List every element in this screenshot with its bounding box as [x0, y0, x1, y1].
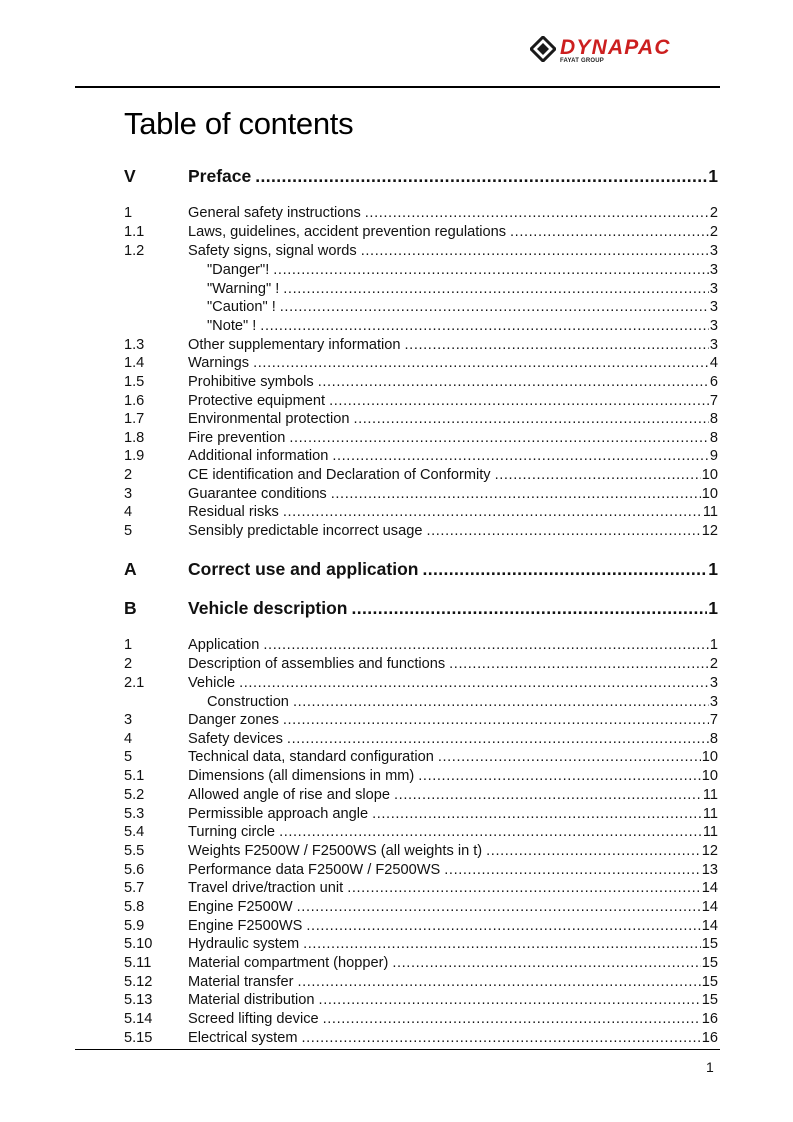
toc-entry-body — [188, 899, 718, 916]
brand-subtitle: FAYAT GROUP — [560, 58, 604, 64]
toc-entry-label: Allowed angle of rise and slope — [188, 787, 391, 803]
dot-leader — [263, 637, 708, 654]
toc-entry-body — [188, 675, 718, 692]
dot-leader — [352, 598, 708, 618]
toc-entry[interactable] — [124, 955, 718, 972]
toc-entry-page: 3 — [709, 337, 718, 353]
toc-entry-number: 1.8 — [124, 430, 145, 446]
dot-leader — [486, 843, 701, 860]
toc-entry[interactable] — [124, 899, 718, 916]
toc-entry-body — [188, 843, 718, 860]
dot-leader — [301, 1030, 700, 1047]
toc-entry-label: Correct use and application — [188, 559, 419, 579]
toc-entry[interactable] — [124, 430, 718, 447]
dot-leader — [306, 918, 700, 935]
toc-entry-label: Permissible approach angle — [188, 806, 369, 822]
toc-entry-page: 2 — [709, 205, 718, 221]
toc-entry-body — [188, 787, 718, 804]
toc-entry-label: Safety signs, signal words — [188, 243, 357, 259]
toc-entry-page: 10 — [701, 486, 718, 502]
dot-leader — [297, 899, 701, 916]
toc-entry-body — [188, 337, 718, 354]
toc-entry[interactable] — [124, 656, 718, 673]
toc-entry-label: Sensibly predictable incorrect usage — [188, 523, 423, 539]
toc-entry-page: 1 — [708, 598, 718, 618]
toc-entry[interactable] — [124, 337, 718, 354]
toc-entry[interactable] — [124, 486, 718, 503]
toc-entry[interactable] — [124, 281, 718, 298]
dot-leader — [365, 205, 709, 222]
toc-entry-number: 1 — [124, 637, 133, 653]
toc-entry-label: Residual risks — [188, 504, 279, 520]
toc-entry-number: B — [124, 598, 137, 618]
toc-entry[interactable] — [124, 205, 718, 222]
toc-entry-number: 3 — [124, 712, 133, 728]
toc-entry-body — [188, 430, 718, 447]
toc-entry[interactable] — [124, 806, 718, 823]
toc-entry-label: Weights F2500W / F2500WS (all weights in t) — [188, 843, 483, 859]
toc-entry-label: Hydraulic system — [188, 936, 300, 952]
toc-entry-page: 6 — [709, 374, 718, 390]
toc-entry-page: 3 — [709, 318, 718, 334]
toc-entry-page: 3 — [709, 694, 718, 710]
toc-entry-body — [188, 768, 718, 785]
toc-entry-body — [188, 504, 718, 521]
toc-entry-page: 10 — [701, 768, 718, 784]
toc-entry-number: 5.11 — [124, 955, 152, 971]
toc-entry[interactable] — [124, 504, 718, 521]
toc-entry-number: 1.3 — [124, 337, 145, 353]
toc-entry-label: Technical data, standard configuration — [188, 749, 434, 765]
dynapac-diamond-icon — [530, 36, 556, 62]
toc-entry-number: 5.4 — [124, 824, 145, 840]
toc-entry-page: 9 — [709, 448, 718, 464]
toc-entry-page: 1 — [709, 637, 718, 653]
dot-leader — [293, 694, 709, 711]
toc-entry-label: Material transfer — [188, 974, 294, 990]
toc-entry-body — [188, 355, 718, 372]
toc-entry-body — [188, 918, 718, 935]
dot-leader — [361, 243, 709, 260]
toc-entry-page: 16 — [701, 1030, 718, 1046]
toc-entry-body — [188, 637, 718, 654]
toc-entry-label: "Note" ! — [207, 318, 257, 334]
toc-entry-body — [188, 559, 718, 579]
toc-entry-number: 5.10 — [124, 936, 153, 952]
toc-entry-page: 1 — [708, 166, 718, 186]
dot-leader — [426, 523, 700, 540]
toc-entry-page: 16 — [701, 1011, 718, 1027]
toc-entry-body — [188, 1030, 718, 1047]
toc-entry-label: "Warning" ! — [207, 281, 280, 297]
toc-entry-body — [188, 523, 718, 540]
toc-entry-label: Additional information — [188, 448, 329, 464]
toc-entry[interactable] — [124, 936, 718, 953]
toc-entry-body — [188, 936, 718, 953]
toc-entry[interactable] — [124, 824, 718, 841]
toc-entry-page: 10 — [701, 749, 718, 765]
toc-entry-body — [188, 393, 718, 410]
toc-entry-body — [188, 598, 718, 618]
toc-entry-number: 1.7 — [124, 411, 145, 427]
toc-entry-body — [188, 992, 718, 1009]
toc-entry-body — [188, 281, 718, 298]
dot-leader — [405, 337, 709, 354]
toc-entry-label: CE identification and Declaration of Conformity — [188, 467, 491, 483]
toc-entry-number: 5.1 — [124, 768, 145, 784]
toc-entry[interactable] — [124, 318, 718, 335]
toc-entry-body — [188, 694, 718, 711]
dot-leader — [283, 712, 709, 729]
toc-entry-label: Other supplementary information — [188, 337, 401, 353]
toc-entry-page: 3 — [709, 262, 718, 278]
dot-leader — [444, 862, 701, 879]
toc-entry-label: Preface — [188, 166, 252, 186]
dot-leader — [332, 448, 709, 465]
toc-entry-label: Engine F2500WS — [188, 918, 303, 934]
toc-entry[interactable] — [124, 243, 718, 260]
toc-entry-number: 3 — [124, 486, 133, 502]
toc-entry-label: Warnings — [188, 355, 250, 371]
toc-entry[interactable] — [124, 843, 718, 860]
dot-leader — [318, 374, 709, 391]
toc-entry-number: A — [124, 559, 137, 579]
dot-leader — [289, 430, 709, 447]
page-title: Table of contents — [124, 106, 354, 141]
toc-entry-page: 14 — [701, 899, 718, 915]
toc-entry[interactable] — [124, 675, 718, 692]
toc-entry-label: Dimensions (all dimensions in mm) — [188, 768, 415, 784]
toc-entry-number: 5.14 — [124, 1011, 153, 1027]
toc-entry-page: 7 — [709, 712, 718, 728]
toc-entry-label: Vehicle description — [188, 598, 348, 618]
toc-entry[interactable] — [124, 411, 718, 428]
toc-entry-body — [188, 205, 718, 222]
toc-entry-page: 15 — [701, 936, 718, 952]
dot-leader — [283, 504, 702, 521]
toc-entry-number: V — [124, 166, 136, 186]
dot-leader — [279, 824, 702, 841]
toc-entry[interactable] — [124, 467, 718, 484]
toc-entry[interactable] — [124, 523, 718, 540]
toc-entry-body — [188, 166, 718, 186]
toc-entry-number: 2 — [124, 467, 133, 483]
toc-entry[interactable] — [124, 299, 718, 316]
toc-entry-body — [188, 374, 718, 391]
toc-entry-label: Laws, guidelines, accident prevention regulations — [188, 224, 507, 240]
dot-leader — [287, 731, 709, 748]
toc-entry[interactable] — [124, 393, 718, 410]
toc-entry-page: 15 — [701, 955, 718, 971]
toc-entry-body — [188, 243, 718, 260]
page-number: 1 — [706, 1059, 714, 1075]
toc-entry-number: 2 — [124, 656, 133, 672]
dot-leader — [372, 806, 702, 823]
dot-leader — [418, 768, 700, 785]
toc-entry[interactable] — [124, 880, 718, 897]
toc-entry-label: Vehicle — [188, 675, 236, 691]
toc-entry-number: 2.1 — [124, 675, 145, 691]
toc-entry[interactable] — [124, 637, 718, 654]
dot-leader — [331, 486, 701, 503]
toc-entry[interactable] — [124, 862, 718, 879]
toc-entry-page: 11 — [702, 787, 718, 803]
toc-entry-body — [188, 318, 718, 335]
toc-entry-body — [188, 806, 718, 823]
toc-entry[interactable] — [124, 559, 718, 579]
toc-entry[interactable] — [124, 355, 718, 372]
toc-entry-body — [188, 467, 718, 484]
dot-leader — [449, 656, 709, 673]
toc-entry-number: 5.13 — [124, 992, 153, 1008]
toc-entry-number: 5 — [124, 523, 133, 539]
toc-entry-body — [188, 749, 718, 766]
toc-entry-page: 4 — [709, 355, 718, 371]
toc-entry-page: 14 — [701, 880, 718, 896]
toc-entry-page: 12 — [701, 523, 718, 539]
toc-entry-page: 2 — [709, 656, 718, 672]
toc-entry-number: 5 — [124, 749, 133, 765]
toc-entry-body — [188, 955, 718, 972]
toc-entry[interactable] — [124, 768, 718, 785]
toc-entry-label: "Danger"! — [207, 262, 270, 278]
header-rule — [75, 86, 720, 88]
dot-leader — [280, 299, 709, 316]
toc-entry-page: 3 — [709, 243, 718, 259]
footer-rule — [75, 1049, 720, 1050]
toc-entry-number: 5.15 — [124, 1030, 153, 1046]
toc-entry-number: 5.7 — [124, 880, 145, 896]
toc-entry-page: 2 — [709, 224, 718, 240]
toc-entry-number: 1.1 — [124, 224, 145, 240]
toc-entry-page: 11 — [702, 504, 718, 520]
toc-entry[interactable] — [124, 974, 718, 991]
toc-entry-number: 5.6 — [124, 862, 145, 878]
dot-leader — [347, 880, 701, 897]
toc-entry-body — [188, 262, 718, 279]
toc-entry-number: 5.5 — [124, 843, 145, 859]
toc-entry-body — [188, 411, 718, 428]
toc-entry-label: Construction — [207, 694, 289, 710]
toc-entry-page: 8 — [709, 430, 718, 446]
dot-leader — [303, 936, 701, 953]
toc-entry[interactable] — [124, 374, 718, 391]
toc-entry-number: 5.8 — [124, 899, 145, 915]
toc-entry-page: 3 — [709, 299, 718, 315]
toc-entry[interactable] — [124, 224, 718, 241]
toc-entry[interactable] — [124, 1030, 718, 1047]
toc-entry-label: Environmental protection — [188, 411, 350, 427]
toc-entry-page: 15 — [701, 974, 718, 990]
dot-leader — [392, 955, 700, 972]
dot-leader — [253, 355, 709, 372]
dot-leader — [495, 467, 701, 484]
dot-leader — [422, 559, 707, 579]
dot-leader — [438, 749, 701, 766]
toc-entry-number: 5.9 — [124, 918, 145, 934]
toc-entry-page: 1 — [708, 559, 718, 579]
toc-entry-page: 3 — [709, 281, 718, 297]
dot-leader — [510, 224, 709, 241]
toc-entry-number: 4 — [124, 504, 133, 520]
toc-entry-label: "Caution" ! — [207, 299, 276, 315]
toc-entry-number: 1.2 — [124, 243, 145, 259]
toc-entry-body — [188, 656, 718, 673]
toc-entry[interactable] — [124, 694, 718, 711]
toc-entry-number: 5.3 — [124, 806, 145, 822]
toc-entry-label: Guarantee conditions — [188, 486, 327, 502]
toc-entry[interactable] — [124, 1011, 718, 1028]
toc-entry-label: Engine F2500W — [188, 899, 293, 915]
toc-entry[interactable] — [124, 712, 718, 729]
dynapac-logo — [530, 36, 722, 66]
toc-entry-page: 8 — [709, 411, 718, 427]
toc-entry-page: 14 — [701, 918, 718, 934]
dot-leader — [283, 281, 709, 298]
toc-entry-label: Travel drive/traction unit — [188, 880, 344, 896]
toc-entry-label: Application — [188, 637, 260, 653]
toc-entry-label: Electrical system — [188, 1030, 298, 1046]
toc-entry[interactable] — [124, 787, 718, 804]
toc-entry[interactable] — [124, 749, 718, 766]
dot-leader — [239, 675, 709, 692]
toc-entry-page: 7 — [709, 393, 718, 409]
toc-entry-page: 3 — [709, 675, 718, 691]
dot-leader — [394, 787, 702, 804]
toc-entry-number: 4 — [124, 731, 133, 747]
brand-name: DYNAPAC — [560, 36, 671, 59]
toc-entry-label: General safety instructions — [188, 205, 361, 221]
toc-entry-body — [188, 880, 718, 897]
toc-entry-body — [188, 224, 718, 241]
toc-entry-body — [188, 299, 718, 316]
toc-entry-number: 1.4 — [124, 355, 145, 371]
toc-entry-page: 10 — [701, 467, 718, 483]
toc-entry-label: Safety devices — [188, 731, 283, 747]
toc-entry[interactable] — [124, 598, 718, 618]
dot-leader — [323, 1011, 701, 1028]
toc-entry[interactable] — [124, 448, 718, 465]
dot-leader — [319, 992, 701, 1009]
toc-entry-page: 11 — [702, 806, 718, 822]
toc-entry-body — [188, 486, 718, 503]
toc-entry-label: Fire prevention — [188, 430, 286, 446]
toc-entry-number: 1.6 — [124, 393, 145, 409]
toc-entry-page: 15 — [701, 992, 718, 1008]
toc-entry-label: Turning circle — [188, 824, 276, 840]
dot-leader — [297, 974, 700, 991]
toc-entry-label: Protective equipment — [188, 393, 326, 409]
dot-leader — [260, 318, 709, 335]
toc-entry-number: 1.5 — [124, 374, 145, 390]
toc-entry-body — [188, 712, 718, 729]
toc-entry-label: Danger zones — [188, 712, 279, 728]
dot-leader — [273, 262, 709, 279]
toc-entry[interactable] — [124, 992, 718, 1009]
toc-entry-page: 8 — [709, 731, 718, 747]
toc-entry-page: 13 — [701, 862, 718, 878]
toc-entry-number: 5.12 — [124, 974, 153, 990]
toc-entry[interactable] — [124, 166, 718, 186]
toc-entry-label: Material compartment (hopper) — [188, 955, 389, 971]
toc-entry-page: 12 — [701, 843, 718, 859]
toc-entry-body — [188, 974, 718, 991]
toc-entry-label: Prohibitive symbols — [188, 374, 314, 390]
toc-entry-number: 1.9 — [124, 448, 145, 464]
toc-entry[interactable] — [124, 731, 718, 748]
toc-entry-label: Material distribution — [188, 992, 315, 1008]
dot-leader — [353, 411, 708, 428]
toc-entry[interactable] — [124, 918, 718, 935]
toc-entry-body — [188, 824, 718, 841]
toc-entry-body — [188, 1011, 718, 1028]
toc-entry-page: 11 — [702, 824, 718, 840]
toc-entry-number: 5.2 — [124, 787, 145, 803]
dot-leader — [329, 393, 709, 410]
toc-entry-label: Description of assemblies and functions — [188, 656, 446, 672]
toc-entry-number: 1 — [124, 205, 133, 221]
toc-entry-body — [188, 862, 718, 879]
toc-entry-label: Screed lifting device — [188, 1011, 319, 1027]
toc-entry[interactable] — [124, 262, 718, 279]
dot-leader — [255, 166, 707, 186]
toc-entry-body — [188, 731, 718, 748]
toc-entry-body — [188, 448, 718, 465]
toc-entry-label: Performance data F2500W / F2500WS — [188, 862, 441, 878]
